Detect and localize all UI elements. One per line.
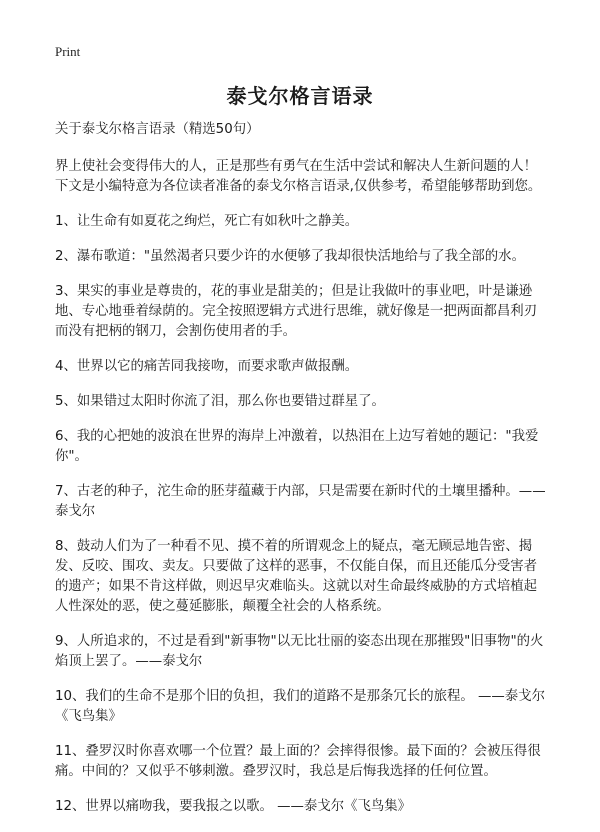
quote-item: 8、鼓动人们为了一种看不见、摸不着的所谓观念上的疑点，毫无顾忌地告密、揭发、反咬、围攻、卖友。只要做了这样的恶事，不仅能自保，而且还能瓜分受害者的遗产；如果不肯这样做，则迟早灾难临头。这就以对生命最终威胁的方式培植起人性深处的恶，使之蔓延膨胀，颠覆全社会的人格系统。 [55,539,538,614]
subtitle: 关于泰戈尔格言语录（精选50句） [55,122,260,137]
print-link[interactable]: Print [55,44,81,59]
quote-item: 1、让生命有如夏花之绚烂，死亡有如秋叶之静美。 [55,214,359,229]
quote-item: 4、世界以它的痛苦同我接吻，而要求歌声做报酬。 [55,359,359,374]
quote-item: 9、人所追求的，不过是看到"新事物"以无比壮丽的姿态出现在那摧毁"旧事物"的火焰顶上罢了。——泰戈尔 [55,634,544,669]
page-title: 泰戈尔格言语录 [226,84,374,108]
quote-item: 3、果实的事业是尊贵的，花的事业是甜美的；但是让我做叶的事业吧，叶是谦逊地、专心地垂着绿荫的。完全按照逻辑方式进行思维，就好像是一把两面都昌利刃而没有把柄的钢刀，会割伤使用者的手。 [55,284,538,339]
intro-paragraph: 界上使社会变得伟大的人，正是那些有勇气在生活中尝试和解决人生新问题的人！下文是小编特意为各位读者准备的泰戈尔格言语录,仅供参考，希望能够帮助到您。 [55,159,542,194]
quote-item: 7、古老的种子，沱生命的胚芽蕴藏于内部，只是需要在新时代的土壤里播种。——泰戈尔 [55,484,546,519]
document-body [55,120,550,832]
quote-item: 6、我的心把她的波浪在世界的海岸上冲激着，以热泪在上边写着她的题记："我爱你"。 [55,429,539,464]
quote-item: 5、如果错过太阳时你流了泪，那么你也要错过群星了。 [55,394,385,409]
quote-item: 10、我们的生命不是那个旧的负担，我们的道路不是那条冗长的旅程。 ——泰戈尔《飞鸟集》 [55,689,545,724]
quote-item: 12、世界以痛吻我，要我报之以歌。 ——泰戈尔《飞鸟集》 [55,799,412,814]
quote-item: 2、瀑布歌道："虽然渴者只要少许的水便够了我却很快活地给与了我全部的水。 [55,249,525,264]
quote-item: 11、叠罗汉时你喜欢哪一个位置？最上面的？会摔得很惨。最下面的？会被压得很痛。中间的？又似乎不够刺激。叠罗汉时，我总是后悔我选择的任何位置。 [55,744,541,779]
